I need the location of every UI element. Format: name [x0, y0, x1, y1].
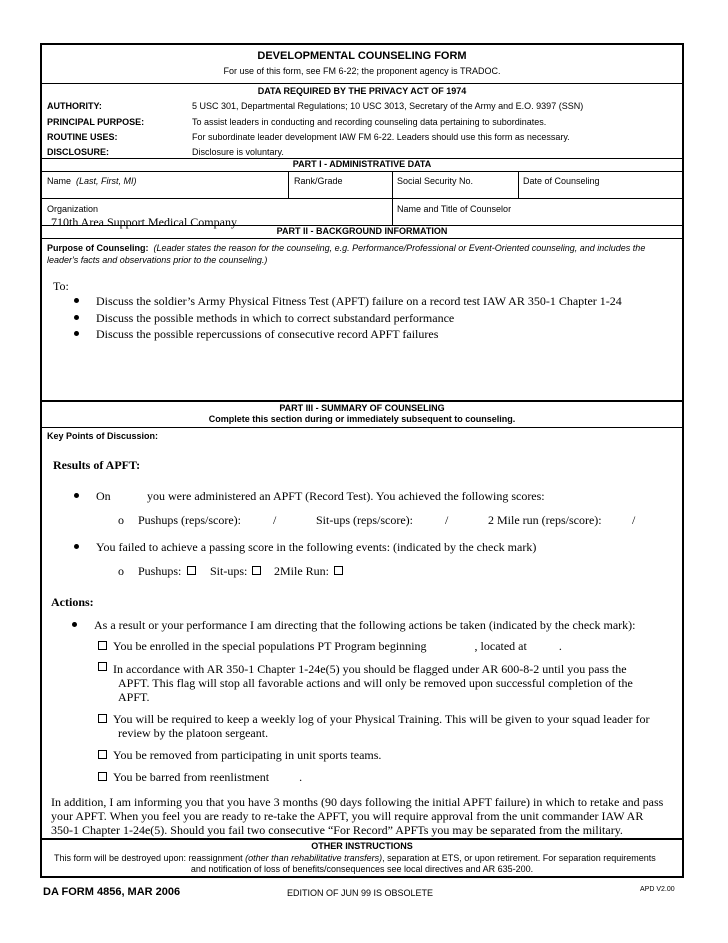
disclosure-label: DISCLOSURE:: [47, 147, 110, 157]
purpose-hint-line2: leader's facts and observations prior to the counseling.): [47, 255, 268, 265]
divider: [42, 171, 682, 172]
situps-score-slash: /: [445, 513, 449, 527]
version-label: APD V2.00: [640, 886, 675, 893]
bullet-icon: [74, 298, 79, 303]
counselor-label: Name and Title of Counselor: [397, 204, 512, 214]
other-instructions-italic: (other than rehabilitative transfers): [245, 853, 383, 863]
pushups-score-label: Pushups (reps/score):: [138, 513, 241, 527]
pushups-score-slash: /: [273, 513, 277, 527]
failed-situps-label: Sit-ups:: [210, 564, 248, 578]
bullet-icon: [72, 622, 77, 627]
part3-heading: PART III - SUMMARY OF COUNSELING: [279, 403, 445, 413]
divider: [42, 238, 682, 239]
sub-bullet-icon: o: [118, 564, 124, 578]
failed-situps-checkbox[interactable]: [252, 566, 261, 575]
name-field-label: [47, 176, 137, 186]
action-pt-program-checkbox[interactable]: [98, 641, 107, 650]
run-score-label: 2 Mile run (reps/score):: [488, 513, 602, 527]
failed-events-text: You failed to achieve a passing score in the following events: (indicated by the check mark): [96, 540, 537, 554]
failed-run-checkbox[interactable]: [334, 566, 343, 575]
action-sports-checkbox[interactable]: [98, 750, 107, 759]
divider: [42, 83, 682, 84]
privacy-heading: DATA REQUIRED BY THE PRIVACY ACT OF 1974: [257, 86, 467, 96]
bullet-icon: [74, 544, 79, 549]
action-flag-line1: In accordance with AR 350-1 Chapter 1-24e(5) you should be flagged under AR 600-8-2 until you pass the: [113, 662, 627, 676]
closing-line1: In addition, I am informing you that you have 3 months (90 days following the initial APFT failure) in which to retake and pass: [51, 795, 664, 809]
counseling-form: [40, 43, 684, 878]
action-pt-log-line2: review by the platoon sergeant.: [118, 726, 269, 740]
sub-bullet-icon: o: [118, 513, 124, 527]
other-instructions-line1: [54, 853, 656, 863]
action-pt-program-location: , located at: [474, 639, 527, 653]
action-sports-text: You be removed from participating in unit sports teams.: [113, 748, 382, 762]
part1-heading: PART I - ADMINISTRATIVE DATA: [292, 159, 432, 169]
other-instructions-text: This form will be destroyed upon: reassignment: [54, 853, 246, 863]
action-pt-program: [113, 639, 562, 653]
form-subtitle: For use of this form, see FM 6-22; the proponent agency is TRADOC.: [223, 66, 501, 76]
date-label: Date of Counseling: [523, 176, 600, 186]
purpose-of-counseling-label: Purpose of Counseling:: [47, 243, 149, 253]
divider: [518, 171, 519, 199]
rank-label: Rank/Grade: [294, 176, 343, 186]
action-pt-log-line1: You will be required to keep a weekly log of your Physical Training. This will be given to your squad leader for: [113, 712, 650, 726]
bullet-icon: [74, 493, 79, 498]
purpose-bullet: Discuss the soldier’s Army Physical Fitness Test (APFT) failure on a record test IAW AR 350-1 Chapter 1-24: [96, 294, 622, 308]
other-instructions-heading: OTHER INSTRUCTIONS: [311, 841, 413, 851]
action-bar-text: You be barred from reenlistment: [113, 770, 270, 784]
divider: [42, 427, 682, 428]
purpose-of-counseling: [47, 243, 645, 253]
disclosure-text: Disclosure is voluntary.: [192, 147, 284, 157]
action-flag-line2: APFT. This flag will stop all favorable actions and will only be removed upon successful completion of the: [118, 676, 633, 690]
purpose-text: To assist leaders in conducting and recording counseling data pertaining to subordinates.: [192, 117, 547, 127]
divider: [42, 198, 682, 199]
part3-subheading: Complete this section during or immediately subsequent to counseling.: [208, 414, 516, 424]
divider: [42, 838, 682, 840]
edition-note: EDITION OF JUN 99 IS OBSOLETE: [287, 888, 434, 898]
name-hint: (Last, First, MI): [76, 176, 137, 186]
actions-intro: As a result or your performance I am directing that the following actions be taken (indicated by the check mark):: [94, 618, 636, 632]
action-pt-program-text: You be enrolled in the special populations PT Program beginning: [113, 639, 427, 653]
action-pt-log-checkbox[interactable]: [98, 714, 107, 723]
divider: [288, 171, 289, 199]
results-title: Results of APFT:: [53, 458, 141, 472]
action-bar-checkbox[interactable]: [98, 772, 107, 781]
routine-uses-label: ROUTINE USES:: [47, 132, 118, 142]
situps-score-label: Sit-ups (reps/score):: [316, 513, 413, 527]
failed-pushups-checkbox[interactable]: [187, 566, 196, 575]
bullet-icon: [74, 331, 79, 336]
organization-label: Organization: [47, 204, 99, 214]
action-flag-checkbox[interactable]: [98, 662, 107, 671]
part2-heading: PART II - BACKGROUND INFORMATION: [276, 226, 448, 236]
period: .: [558, 639, 562, 653]
closing-line3: 350-1 Chapter 1-24e(5). Should you fail two consecutive “For Record” APFTs you may be separated from the military.: [51, 823, 623, 837]
routine-uses-text: For subordinate leader development IAW FM 6-22. Leaders should use this form as necessary.: [192, 132, 570, 142]
name-label: Name: [47, 176, 72, 186]
purpose-bullet: Discuss the possible repercussions of consecutive record APFT failures: [96, 327, 439, 341]
purpose-label: PRINCIPAL PURPOSE:: [47, 117, 145, 127]
divider: [42, 400, 682, 402]
failed-pushups-label: Pushups:: [138, 564, 182, 578]
purpose-bullet: Discuss the possible methods in which to correct substandard performance: [96, 311, 455, 325]
ssn-label: Social Security No.: [397, 176, 474, 186]
to-label: To:: [53, 279, 69, 293]
run-score-slash: /: [632, 513, 636, 527]
administered-text: you were administered an APFT (Record Test). You achieved the following scores:: [147, 489, 545, 503]
other-instructions-line2: and notification of loss of benefits/consequences see local directives and AR 635-200.: [190, 864, 534, 874]
failed-run-label: 2Mile Run:: [274, 564, 330, 578]
closing-line2: your APFT. When you feel you are ready to re-take the APFT, you will require approval from the unit commander IAW AR: [51, 809, 644, 823]
other-instructions-text: , separation at ETS, or upon retirement. For separation requirements: [382, 853, 656, 863]
actions-title: Actions:: [51, 595, 94, 609]
period: .: [299, 770, 303, 784]
bullet-icon: [74, 315, 79, 320]
form-number: DA FORM 4856, MAR 2006: [43, 886, 181, 898]
action-flag-line3: APFT.: [118, 690, 150, 704]
purpose-hint: (Leader states the reason for the counseling, e.g. Performance/Professional or Event-Oriented counseling, and includes the: [153, 243, 646, 253]
key-points-label: Key Points of Discussion:: [47, 431, 159, 441]
action-bar: [113, 770, 302, 784]
on-word: On: [96, 489, 111, 503]
organization-value[interactable]: 710th Area Support Medical Company: [51, 215, 237, 229]
authority-text: 5 USC 301, Departmental Regulations; 10 USC 3013, Secretary of the Army and E.O. 9397 (SSN): [192, 101, 584, 111]
form-title: DEVELOPMENTAL COUNSELING FORM: [257, 50, 467, 62]
authority-label: AUTHORITY:: [47, 101, 102, 111]
